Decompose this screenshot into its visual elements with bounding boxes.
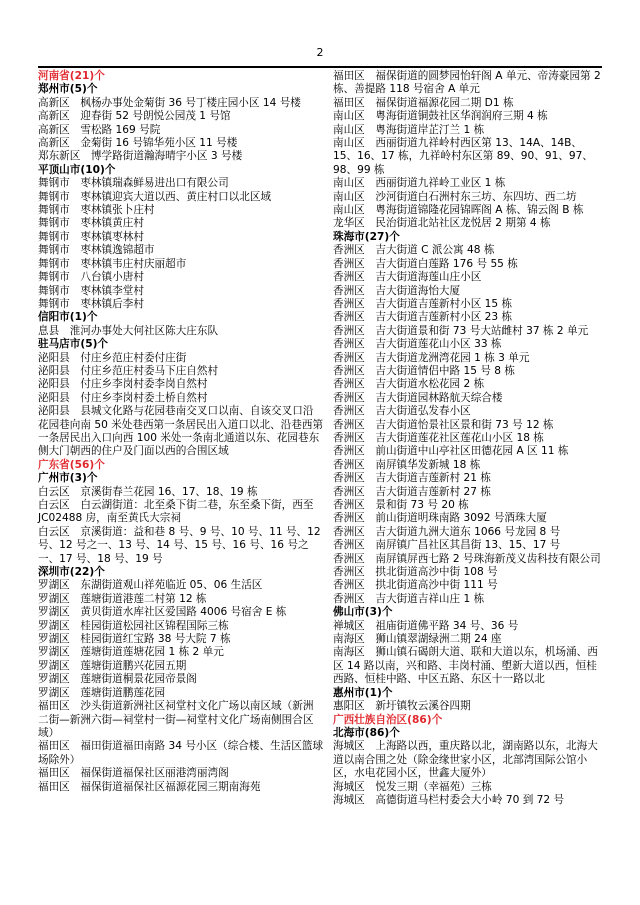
area-entry: 舞钢市 枣林镇张卜庄村: [38, 204, 155, 217]
area-entry: 龙华区 民治街道北站社区龙悦居 2 期第 4 栋: [333, 217, 551, 230]
area-entry: 舞钢市 八台镇小唐村: [38, 271, 144, 284]
area-entry: 白云区 京溪街道：益和巷 8 号、9 号、10 号、11 号、12 号、12 号之一、13 号、14 号、15 号、16 号、16 号之一、17 号、18 号、19 号: [38, 525, 321, 565]
area-entry: 罗湖区 莲塘街道港莲二村第 12 栋: [38, 592, 207, 605]
area-entry: 香洲区 吉大街道吉莲新村 27 栋: [333, 485, 491, 498]
area-entry: 香洲区 拱北街道高沙中街 111 号: [333, 579, 498, 592]
area-entry: 禅城区 祖庙街道佛平路 34 号、36 号: [333, 619, 519, 632]
area-entry: 海城区 高德街道马栏村委会大小岭 70 到 72 号: [333, 793, 565, 806]
left-column: [38, 70, 324, 794]
area-entry: 郑东新区 博学路街道瀚海晴宇小区 3 号楼: [38, 150, 243, 163]
area-entry: 南海区 狮山镇石碣朗大道、联和大道以东，机场涌、西区 14 路以南，兴和路、丰岗村涌、塱新大道以西，恒桂西路、恒桂中路、中区五路、东区十一路以北: [333, 646, 598, 686]
area-entry: 海城区 悦发三期（幸福苑）三栋: [333, 780, 492, 793]
area-entry: 舞钢市 枣林镇韦庄村庆丽超市: [38, 257, 187, 270]
city-heading: 佛山市(3)个: [333, 606, 393, 619]
area-entry: 高新区 迎春街 52 号朗悦公园茂 1 号馆: [38, 110, 231, 123]
area-entry: 高新区 金菊街 16 号锦华苑小区 11 号楼: [38, 137, 238, 150]
area-entry: 香洲区 吉大街道吉莲新村小区 23 栋: [333, 311, 513, 324]
area-entry: 高新区 枫杨办事处金菊街 36 号丁楼庄园小区 14 号楼: [38, 96, 301, 109]
area-entry: 舞钢市 枣林镇瑞森鲜易进出口有限公司: [38, 177, 229, 190]
city-heading: 驻马店市(5)个: [38, 338, 109, 351]
area-entry: 香洲区 吉大街道吉莲新村小区 15 栋: [333, 297, 513, 310]
area-entry: 香洲区 吉大街道园林路航天综合楼: [333, 391, 503, 404]
province-heading: 广东省(56)个: [38, 458, 105, 471]
area-entry: 罗湖区 黄贝街道水库社区爱国路 4006 号宿舍 E 栋: [38, 606, 287, 619]
area-entry: 南山区 粤海街道锦隆花园锦晖阁 A 栋、锦云阁 B 栋: [333, 204, 584, 217]
right-column: [333, 70, 605, 807]
area-entry: 香洲区 前山街道明珠南路 3092 号酒珠大厦: [333, 512, 547, 525]
area-entry: 香洲区 吉大街道弘发春小区: [333, 405, 471, 418]
area-entry: 香洲区 南屏镇广昌社区其昌街 13、15、17 号: [333, 539, 561, 552]
area-entry: 福田区 福保街道福保社区丽港湾丽湾阁: [38, 767, 229, 780]
area-entry: 南山区 粤海街道岸芷汀兰 1 栋: [333, 123, 485, 136]
city-heading: 北海市(86)个: [333, 726, 400, 739]
city-heading: 珠海市(27)个: [333, 230, 400, 243]
area-entry: 舞钢市 枣林镇黄庄村: [38, 217, 144, 230]
area-entry: 舞钢市 枣林镇逸锦超市: [38, 244, 155, 257]
area-entry: 南山区 西丽街道九祥岭工业区 1 栋: [333, 177, 506, 190]
area-entry: 香洲区 南屏镇华发新城 18 栋: [333, 458, 481, 471]
area-entry: 香洲区 吉大街道怡景社区景和街 73 号 12 栋: [333, 418, 554, 431]
area-entry: 香洲区 吉大街道吉祥山庄 1 栋: [333, 592, 485, 605]
area-entry: 南山区 粤海街道铜鼓社区华润润府三期 4 栋: [333, 110, 548, 123]
area-entry: 南山区 沙河街道白石洲村东三坊、东四坊、西二坊: [333, 190, 577, 203]
area-entry: 香洲区 吉大街道海莲山庄小区: [333, 271, 482, 284]
area-entry: 福田区 福保街道福保社区福源花园三期南海苑: [38, 780, 261, 793]
city-heading: 平顶山市(10)个: [38, 163, 116, 176]
area-entry: 罗湖区 莲塘街道桐景花园帝景阁: [38, 673, 197, 686]
area-entry: 福田区 福田街道福田南路 34 号小区（综合楼、生活区篮球场除外）: [38, 740, 324, 766]
area-entry: 息县 淮河办事处大何社区陈大庄东队: [38, 324, 219, 337]
area-entry: 舞钢市 枣林镇后李村: [38, 297, 144, 310]
area-entry: 香洲区 吉大街道九洲大道东 1066 号龙园 8 号: [333, 525, 561, 538]
area-entry: 罗湖区 莲塘街道鹏莲花园: [38, 686, 166, 699]
area-entry: 舞钢市 枣林镇李堂村: [38, 284, 144, 297]
area-entry: 香洲区 吉大街道莲花山小区 33 栋: [333, 338, 502, 351]
area-entry: 罗湖区 桂园街道红宝路 38 号大院 7 栋: [38, 633, 231, 646]
area-entry: 高新区 雪松路 169 号院: [38, 123, 161, 136]
area-entry: 香洲区 拱北街道高沙中街 108 号: [333, 566, 498, 579]
province-heading: 河南省(21)个: [38, 70, 105, 82]
area-entry: 罗湖区 桂园街道松园社区锦程国际三栋: [38, 619, 229, 632]
area-entry: 香洲区 吉大街道 C 派公寓 48 栋: [333, 244, 495, 257]
area-entry: 惠阳区 新圩镇牧云溪谷四期: [333, 700, 471, 713]
area-entry: 罗湖区 东湖街道观山祥苑临近 05、06 生活区: [38, 579, 263, 592]
area-entry: 福田区 福保街道福源花园二期 D1 栋: [333, 96, 514, 109]
area-entry: 泌阳县 付庄乡范庄村委付庄街: [38, 351, 187, 364]
area-entry: 白云区 京溪街春兰花园 16、17、18、19 栋: [38, 485, 258, 498]
area-entry: 香洲区 吉大街道吉莲新村 21 栋: [333, 472, 491, 485]
area-entry: 福田区 福保街道的圆梦园怡轩阁 A 单元、帝涛豪园第 2 栋、善提路 118 号宿舍 A 单元: [333, 70, 601, 96]
area-entry: 香洲区 吉大街道情侣中路 15 号 8 栋: [333, 364, 516, 377]
page-number: 2: [316, 46, 324, 59]
area-entry: 舞钢市 枣林镇枣林村: [38, 230, 144, 243]
area-entry: 舞钢市 枣林镇迎宾大道以西、黄庄村口以北区域: [38, 190, 272, 203]
city-heading: 惠州市(1)个: [333, 686, 393, 699]
area-entry: 海城区 上海路以西，重庆路以北，湖南路以东，北海大道以南合围之处（除金缘世家小区，北部湾国际公馆小区，水电花园小区，世鑫大厦外）: [333, 740, 598, 780]
area-entry: 福田区 沙头街道新洲社区祠堂村文化广场以南区域（新洲二街—新洲六街—祠堂村一街—祠堂村文化广场南侧围合区域）: [38, 700, 314, 739]
area-entry: 香洲区 吉大街道海怡大厦: [333, 284, 461, 297]
city-heading: 郑州市(5)个: [38, 83, 98, 96]
area-entry: 白云区 白云湖街道：北至桑下街二巷，东至桑下街，西至 JC02488 房，南至黄氏大宗祠: [38, 499, 314, 525]
area-entry: 罗湖区 莲塘街道莲塘花园 1 栋 2 单元: [38, 646, 224, 659]
area-entry: 泌阳县 付庄乡李岗村委李岗自然村: [38, 378, 208, 391]
area-entry: 香洲区 吉大街道莲花社区莲花山小区 18 栋: [333, 431, 544, 444]
area-entry: 泌阳县 付庄乡李岗村委土桥自然村: [38, 391, 208, 404]
header-rule: [38, 66, 602, 68]
area-entry: 香洲区 吉大街道景和街 73 号大站雌村 37 栋 2 单元: [333, 324, 589, 337]
area-entry: 罗湖区 莲塘街道鹏兴花园五期: [38, 659, 187, 672]
area-entry: 香洲区 吉大街道水松花园 2 栋: [333, 378, 485, 391]
province-heading: 广西壮族自治区(86)个: [333, 713, 443, 726]
area-entry: 泌阳县 县城文化路与花园巷南交叉口以南、自该交叉口沿花园巷向南 50 米处巷西第一条居民出入道口以北、沿巷西第一条居民出入口向西 100 米处一条南北通道以东、花园巷东侧大门朝西的住户及门面以西的合围区域: [38, 405, 324, 458]
area-entry: 南海区 狮山镇翠湖绿洲二期 24 座: [333, 633, 502, 646]
city-heading: 深圳市(22)个: [38, 566, 105, 579]
area-entry: 香洲区 景和街 73 号 20 栋: [333, 499, 469, 511]
city-heading: 广州市(3)个: [38, 472, 98, 485]
area-entry: 香洲区 前山街道中山亭社区田德花园 A 区 11 栋: [333, 445, 569, 458]
area-entry: 香洲区 吉大街道龙洲湾花园 1 栋 3 单元: [333, 351, 530, 364]
area-entry: 香洲区 南屏镇屏西七路 2 号珠海新茂义齿科技有限公司: [333, 552, 601, 565]
area-entry: 泌阳县 付庄乡范庄村委马下庄自然村: [38, 364, 219, 377]
area-entry: 南山区 西丽街道九祥岭村西区第 13、14A、14B、15、16、17 栋，九祥岭村东区第 89、90、91、97、98、99 栋: [333, 137, 594, 176]
area-entry: 香洲区 吉大街道白莲路 176 号 55 栋: [333, 257, 518, 270]
city-heading: 信阳市(1)个: [38, 311, 98, 324]
